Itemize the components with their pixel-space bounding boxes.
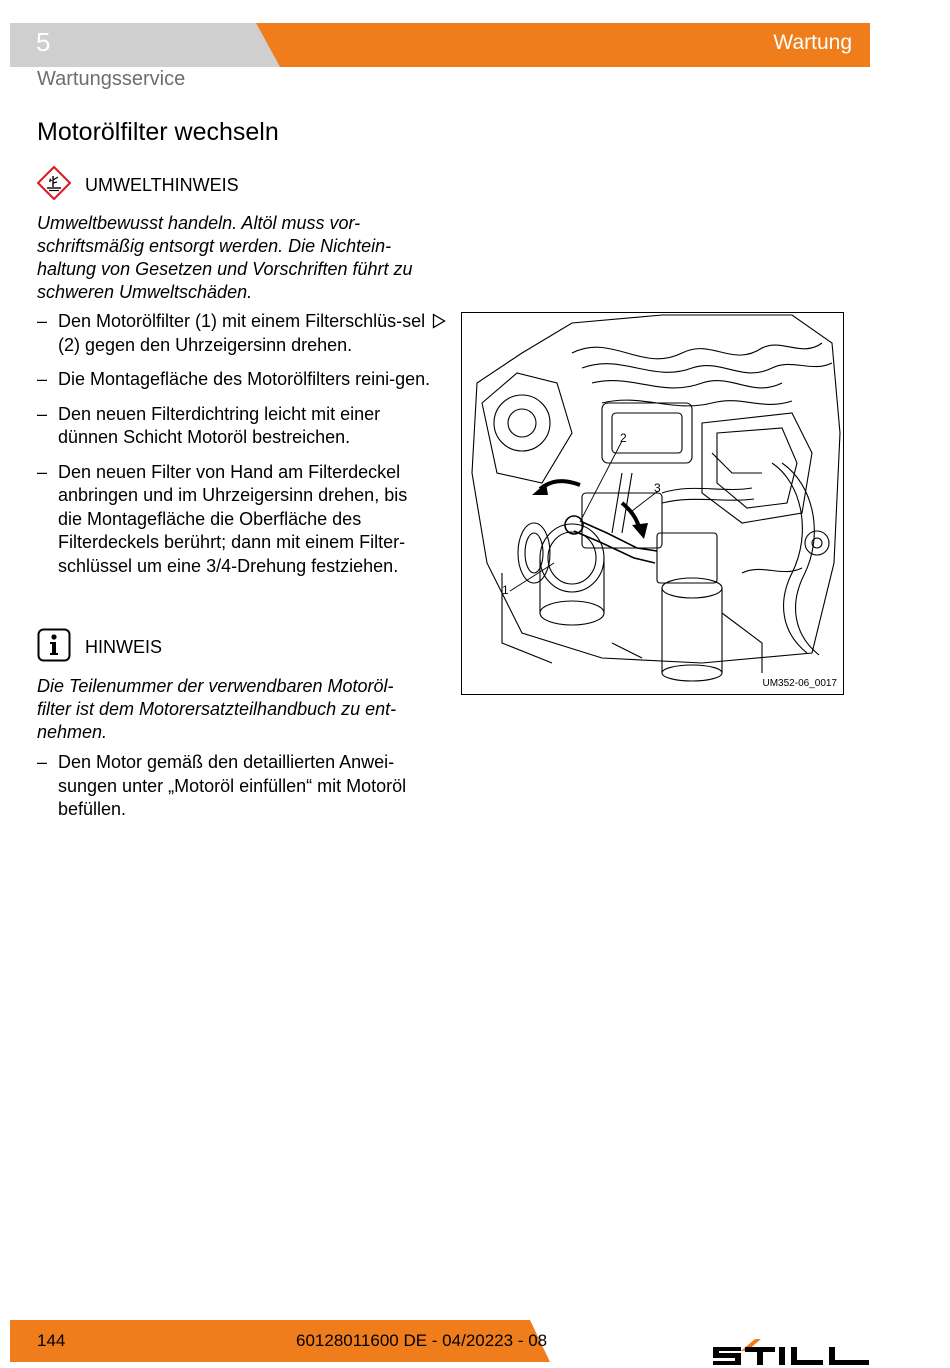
procedure-steps — [37, 310, 432, 589]
list-item: – Den neuen Filterdichtring leicht mit einer dünnen Schicht Motoröl bestreichen. — [37, 403, 381, 447]
step-text: Den Motor gemäß den detaillierten Anwei-sungen unter „Motoröl einfüllen“ mit Motoröl befüllen. — [58, 752, 407, 819]
page-number: 144 — [37, 1331, 66, 1350]
callout-1: 1 — [502, 583, 509, 597]
page-title: Motorölfilter wechseln — [37, 118, 279, 146]
document-number: 60128011600 DE - 04/20223 - 08 — [296, 1331, 548, 1350]
step-text: Den neuen Filterdichtring leicht mit einer dünnen Schicht Motoröl bestreichen. — [58, 403, 381, 447]
list-item: – Den neuen Filter von Hand am Filterdeckel anbringen und im Uhrzeigersinn drehen, bis die Montagefläche die Oberfläche des Filterdeckels berührt; dann mit einem Filter-schlüssel um eine 3/4-Drehung festziehen. — [37, 461, 408, 576]
engine-oil-filter-figure — [461, 312, 844, 695]
chapter-title: Wartung — [773, 31, 852, 54]
list-item: – Den Motor gemäß den detaillierten Anwei-sungen unter „Motoröl einfüllen“ mit Motoröl befüllen. — [37, 752, 407, 819]
environment-notice-heading — [37, 166, 239, 205]
figure-pointer-icon — [432, 313, 446, 334]
environment-notice-label: UMWELTHINWEIS — [85, 175, 239, 195]
info-notice-heading — [37, 628, 162, 667]
list-item: – Den Motorölfilter (1) mit einem Filterschlüs-sel (2) gegen den Uhrzeigersinn drehen. — [37, 311, 426, 355]
info-notice-text: Die Teilenummer der verwendbaren Motoröl-filter ist dem Motorersatzteilhandbuch zu ent-nehmen. — [37, 676, 397, 742]
chapter-number: 5 — [36, 27, 51, 57]
step-text: Den Motorölfilter (1) mit einem Filterschlüs-sel (2) gegen den Uhrzeigersinn drehen. — [58, 311, 426, 355]
figure-code: UM352-06_0017 — [762, 678, 837, 689]
still-logo — [711, 1339, 871, 1368]
environment-hazard-icon — [37, 166, 71, 205]
callout-3: 3 — [654, 481, 661, 495]
step-text: Die Montagefläche des Motorölfilters reini-gen. — [58, 369, 431, 389]
info-notice-label: HINWEIS — [85, 637, 163, 657]
callout-2: 2 — [620, 431, 627, 445]
step-text: Den neuen Filter von Hand am Filterdeckel anbringen und im Uhrzeigersinn drehen, bis die Montagefläche die Oberfläche des Filterdeckels berührt; dann mit einem Filter-schlüssel um eine 3/4-Drehung festziehen. — [58, 461, 408, 576]
engine-line-drawing — [462, 313, 842, 693]
list-item: – Die Montagefläche des Motorölfilters reini-gen. — [37, 369, 431, 389]
environment-notice-text: Umweltbewusst handeln. Altöl muss vor-schriftsmäßig entsorgt werden. Die Nichtein-haltung von Gesetzen und Vorschriften führt zu schweren Umweltschäden. — [37, 213, 413, 302]
chapter-header-bar — [10, 23, 870, 67]
section-title: Wartungsservice — [37, 68, 186, 90]
procedure-steps-continued — [37, 751, 432, 833]
info-icon — [37, 628, 71, 667]
